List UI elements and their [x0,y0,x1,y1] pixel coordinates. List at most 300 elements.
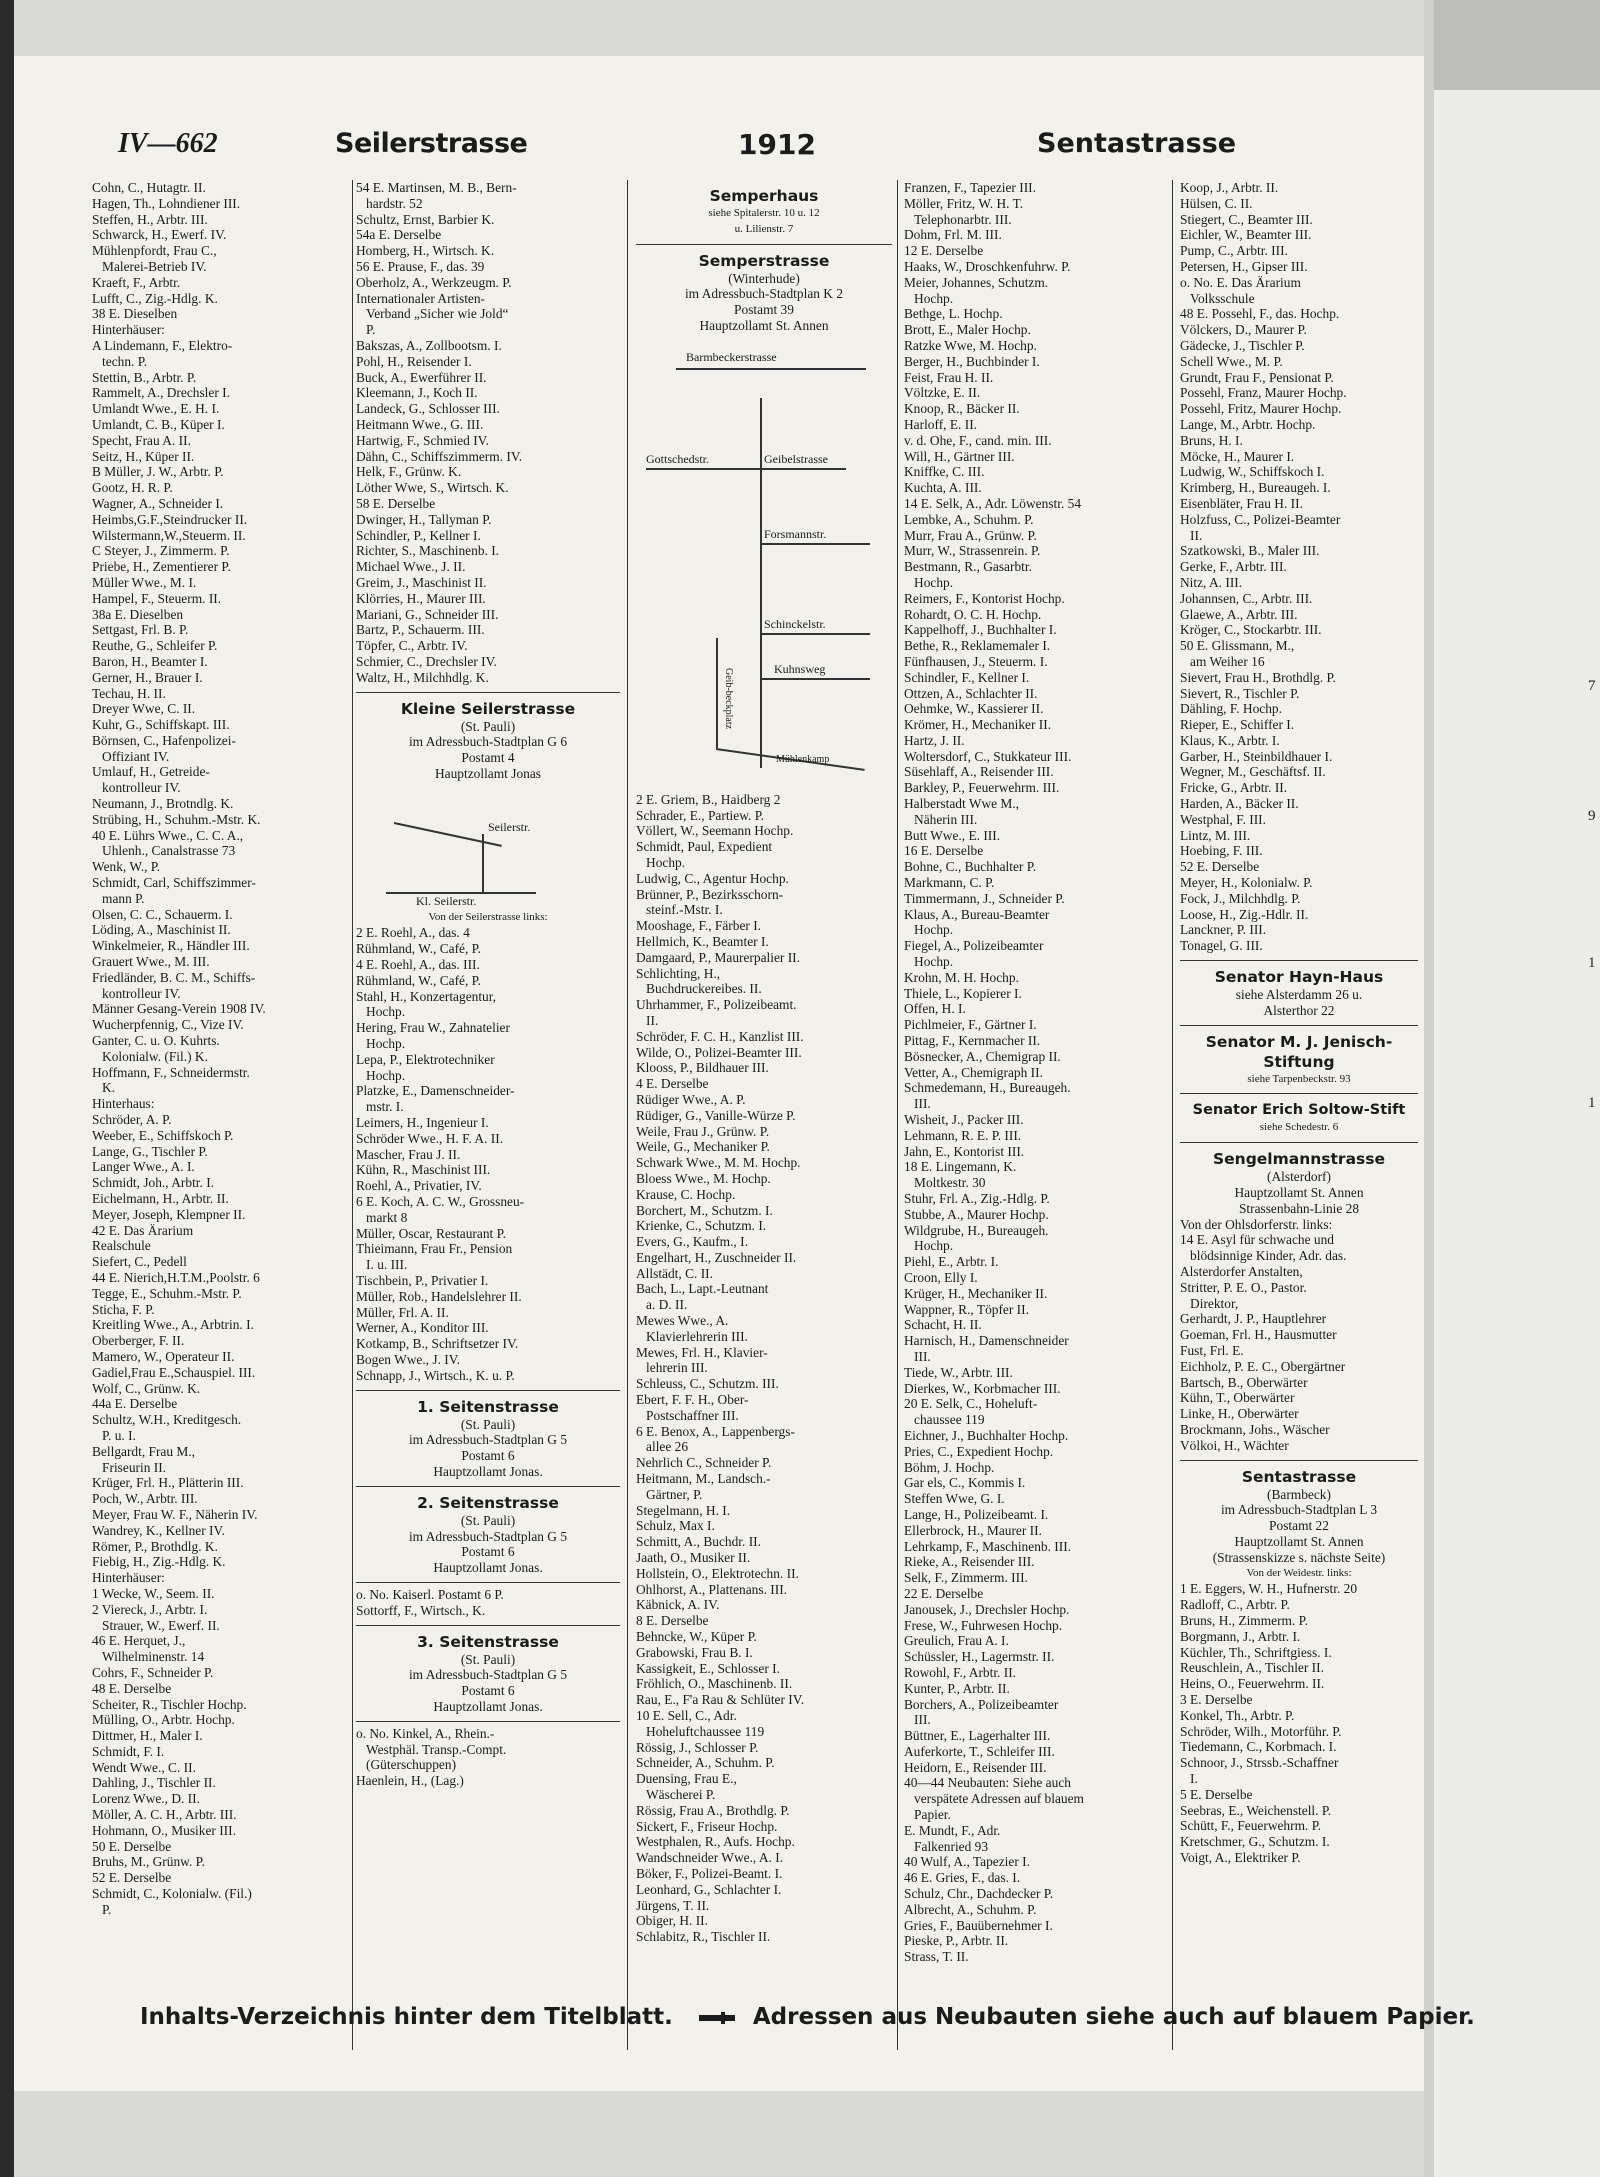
directory-line: Ganter, C. u. O. Kuhrts. [92,1033,220,1049]
directory-line: Wisheit, J., Packer III. [904,1112,1024,1128]
directory-line: Johannsen, C., Arbtr. III. [1180,590,1313,606]
directory-line: Sievert, R., Tischler P. [1180,685,1300,701]
directory-line: Olsen, C. C., Schauerm. I. [92,906,233,922]
directory-line: Haaks, W., Droschkenfuhrw. P. [904,258,1071,274]
map-road [760,543,870,545]
directory-line: Umlandt, C. B., Küper I. [92,416,225,432]
directory-line: Thieimann, Frau Fr., Pension [356,1241,513,1257]
directory-line: Hohmann, O., Musiker III. [92,1822,236,1838]
directory-line: Bartz, P., Schauerm. III. [356,622,485,638]
directory-line: Schleuss, C., Schutzm. III. [636,1376,779,1392]
directory-line: Rieper, E., Schiffer I. [1180,717,1295,733]
directory-line: Schnapp, J., Wirtsch., K. u. P. [356,1367,515,1383]
section-rule [1180,1093,1418,1094]
directory-line: Priebe, H., Zementierer P. [92,559,231,575]
directory-line: Gärtner, P. [636,1486,703,1502]
directory-line: Buck, A., Ewerführer II. [356,369,487,385]
directory-line: Bellgardt, Frau M., [92,1443,196,1459]
directory-line: Kleemann, J., Koch II. [356,385,478,401]
directory-line: Böhm, J. Hochp. [904,1459,995,1475]
directory-line: Stritter, P. E. O., Pastor. [1180,1279,1307,1295]
directory-line: Will, H., Gärtner III. [904,448,1015,464]
directory-line: Stiftung [1263,1052,1335,1071]
directory-line: Murr, Frau A., Grünw. P. [904,527,1037,543]
directory-line: Vetter, A., Chemigraph II. [904,1064,1043,1080]
directory-line: Harloff, E. II. [904,416,978,432]
directory-line: kontrolleur IV. [92,985,181,1001]
directory-line: Schulz, Max I. [636,1518,715,1534]
directory-line: Klaus, A., Bureau-Beamter [904,906,1050,922]
directory-line: Lintz, M. III. [1180,827,1251,843]
directory-line: Auferkorte, T., Schleifer III. [904,1743,1055,1759]
directory-line: Lehrkamp, F., Maschinenb. III. [904,1538,1072,1554]
map-road [760,398,762,768]
map-label: Forsmannstr. [764,526,827,541]
directory-line: Sottorff, F., Wirtsch., K. [356,1602,486,1618]
column-rule [352,180,353,2050]
section-rule [356,1582,620,1583]
directory-line: Schmier, C., Drechsler IV. [356,653,497,669]
directory-line: Baron, H., Beamter I. [92,653,208,669]
directory-line: Jahn, E., Kontorist III. [904,1143,1025,1159]
directory-line: Werner, A., Konditor III. [356,1320,489,1336]
column-rule [1172,180,1173,2050]
directory-line: Eichholz, P. E. C., Obergärtner [1180,1358,1346,1374]
seitenstrasse-3-entries [356,1726,620,1789]
directory-line: 46 E. Herquet, J., [92,1633,186,1649]
directory-line: Bethe, R., Reklamemaler I. [904,638,1051,654]
directory-line: Allstädt, C. II. [636,1265,713,1281]
directory-line: Schindler, F., Kellner I. [904,669,1030,685]
directory-line: Schröder Wwe., H. F. A. II. [356,1130,504,1146]
directory-line: I. [1180,1770,1198,1786]
directory-line: Möller, Fritz, W. H. T. [904,195,1024,211]
directory-line: B Müller, J. W., Arbtr. P. [92,464,224,480]
directory-line: Oberholz, A., Werkzeugm. P. [356,274,512,290]
directory-line: Rieke, A., Reisender III. [904,1554,1035,1570]
semperstrasse-title: Semperstrasse [698,251,830,270]
directory-line: kontrolleur IV. [92,780,181,796]
directory-line: Ottzen, A., Schlachter II. [904,685,1038,701]
directory-line: Rowohl, F., Arbtr. II. [904,1664,1017,1680]
directory-line: Schrader, E., Partiew. P. [636,807,765,823]
directory-line: Schnoor, J., Strssb.-Schaffner [1180,1755,1339,1771]
directory-line: Pittag, F., Kernmacher II. [904,1033,1041,1049]
directory-line: Seitz, H., Küper II. [92,448,195,464]
directory-line: Buchdruckereibes. II. [636,981,762,997]
directory-line: Hoffmann, F., Schneidermstr. [92,1064,250,1080]
directory-line: Fröhlich, O., Maschinenb. II. [636,1676,793,1692]
directory-line: Mamero, W., Operateur II. [92,1348,235,1364]
directory-line: Gar els, C., Kommis I. [904,1475,1026,1491]
directory-line: Halberstadt Wwe M., [904,796,1020,812]
directory-line: Nitz, A. III. [1180,574,1243,590]
directory-line: 14 E. Selk, A., Adr. Löwenstr. 54 [904,495,1082,511]
directory-line: Waltz, H., Milchhdlg. K. [356,669,489,685]
directory-line: III. [904,1348,931,1364]
directory-line: Schwarck, H., Ewerf. IV. [92,227,227,243]
directory-line: allee 26 [636,1439,689,1455]
directory-line: Hauptzollamt St. Annen [1234,1185,1364,1201]
directory-line: Pieske, P., Arbtr. II. [904,1933,1009,1949]
directory-line: Süsehlaff, A., Reisender III. [904,764,1054,780]
directory-line: 54a E. Derselbe [356,227,442,243]
directory-line: 5 E. Derselbe [1180,1786,1253,1802]
directory-line: siehe Alsterdamm 26 u. [1235,987,1363,1003]
directory-line: Fünfhausen, J., Steuerm. I. [904,653,1048,669]
directory-line: Thiele, L., Kopierer I. [904,985,1022,1001]
footer-index-note: Inhalts-Verzeichnis hinter dem Titelblatt. [140,2004,673,2030]
directory-line: Langer Wwe., A. I. [92,1159,195,1175]
directory-line: Hauptzollamt Jonas. [433,1463,543,1479]
directory-line: Landeck, G., Schlosser III. [356,401,500,417]
directory-line: Brockmann, Johs., Wäscher [1180,1421,1330,1437]
directory-line: Männer Gesang-Verein 1908 IV. [92,1001,266,1017]
directory-line: Damgaard, P., Maurerpalier II. [636,949,800,965]
semperhaus-title: Semperhaus [709,187,819,205]
directory-line: Linke, H., Oberwärter [1180,1406,1299,1422]
directory-line: 18 E. Lingemann, K. [904,1159,1017,1175]
sengelmannstrasse-info [1180,1169,1418,1216]
directory-line: Timmermann, J., Schneider P. [904,890,1065,906]
directory-line: 40—44 Neubauten: Siehe auch [904,1775,1071,1791]
directory-line: Schmidt, Joh., Arbtr. I. [92,1175,215,1191]
directory-line: K. [92,1080,116,1096]
directory-line: Umlandt Wwe., E. H. I. [92,401,220,417]
directory-line: Wucherpfennig, C., Vize IV. [92,1017,244,1033]
page-number: IV—662 [118,128,218,159]
directory-line: Meyer, H., Kolonialw. P. [1180,875,1313,891]
directory-line: Klörries, H., Maurer III. [356,590,486,606]
directory-line: Evers, G., Kaufm., I. [636,1234,748,1250]
directory-line: Techau, H. II. [92,685,166,701]
directory-line: Gerner, H., Brauer I. [92,669,203,685]
directory-line: Szatkowski, B., Maler III. [1180,543,1320,559]
directory-line: Fiebig, H., Zig.-Hdlg. K. [92,1554,226,1570]
edge-number: 1 [1588,955,1596,971]
directory-line: markt 8 [356,1209,408,1225]
directory-line: Hochp. [904,954,954,970]
directory-line: Selk, F., Zimmerm. III. [904,1570,1028,1586]
directory-line: Konkel, Th., Arbtr. P. [1180,1707,1295,1723]
directory-line: Tiede, W., Arbtr. III. [904,1364,1013,1380]
directory-line: 14 E. Asyl für schwache und [1180,1232,1334,1248]
directory-line: Ebert, F. F. H., Ober- [636,1392,749,1408]
directory-line: Moltkestr. 30 [904,1175,986,1191]
column-5 [1180,180,1418,2055]
directory-line: Winkelmeier, R., Händler III. [92,938,250,954]
directory-line: Direktor, [1180,1295,1239,1311]
directory-line: Hering, Frau W., Zahnatelier [356,1020,510,1036]
directory-line: Meyer, Frau W. F., Näherin IV. [92,1506,258,1522]
directory-line: Volksschule [1180,290,1255,306]
directory-line: Kuhr, G., Schiffskapt. III. [92,717,230,733]
directory-line: P. u. I. [92,1427,136,1443]
directory-line: Strass, T. II. [904,1949,969,1965]
directory-line: Schröder, F. C. H., Kanzlist III. [636,1028,804,1044]
directory-line: Hochp. [904,574,954,590]
directory-line: Offen, H. I. [904,1001,966,1017]
seitenstrasse-3-info [356,1652,620,1715]
directory-line: Ohlhorst, A., Plattenans. III. [636,1581,787,1597]
directory-line: Möcke, H., Maurer I. [1180,448,1295,464]
edge-number: 1 [1588,1095,1596,1111]
directory-line: III. [904,1096,931,1112]
directory-line: Hauptzollamt Jonas [435,765,541,781]
directory-line: Internationaler Artisten- [356,290,486,306]
map-road [676,368,866,370]
directory-line: chaussee 119 [904,1412,985,1428]
directory-line: Weile, Frau J., Grünw. P. [636,1123,770,1139]
directory-line: Michael Wwe., J. II. [356,559,466,575]
directory-line: (St. Pauli) [460,1651,516,1667]
directory-line: Westphäl. Transp.-Compt. [356,1741,507,1757]
directory-line: Wolf, C., Grünw. K. [92,1380,201,1396]
directory-line: (St. Pauli) [460,1512,516,1528]
kleine-seilerstrasse-info [356,719,620,782]
directory-line: Helk, F., Grünw. K. [356,464,462,480]
directory-line: Engelhart, H., Zuschneider II. [636,1249,797,1265]
directory-line: Schmidt, Carl, Schiffszimmer- [92,875,256,891]
senator-hayn-haus-title: Senator Hayn-Haus [1214,968,1384,987]
directory-line: 20 E. Selk, C., Hoheluft- [904,1396,1038,1412]
seitenstrasse-3-title: 3. Seitenstrasse [417,1632,559,1651]
sengelmannstrasse-entries [1180,1232,1418,1453]
directory-line: Borgmann, J., Arbtr. I. [1180,1628,1301,1644]
directory-line: Schmidt, F. I. [92,1743,165,1759]
scan-right-edge [1424,0,1600,2177]
directory-line: Dähn, C., Schiffszimmerm. IV. [356,448,523,464]
directory-line: Postamt 6 [461,1544,515,1560]
sentastrasse-direction: Von der Weidestr. links: [1246,1566,1352,1579]
directory-line: Westphalen, R., Aufs. Hochp. [636,1834,795,1850]
section-rule [356,1390,620,1391]
directory-line: 16 E. Derselbe [904,843,984,859]
directory-line: Postschaffner III. [636,1407,739,1423]
section-rule [636,244,892,245]
sengelmannstrasse-title: Sengelmannstrasse [1212,1150,1385,1169]
directory-line: Hochp. [904,290,954,306]
directory-line: Sickert, F., Friseur Hochp. [636,1818,778,1834]
directory-line: 8 E. Derselbe [636,1613,709,1629]
directory-line: Alsterdorfer Anstalten, [1180,1264,1303,1280]
semperhaus-info [636,206,892,238]
directory-line: Böker, F., Polizei-Beamt. I. [636,1865,783,1881]
directory-line: Müller, Frl. A. II. [356,1304,449,1320]
directory-line: Borchers, A., Polizeibeamter [904,1696,1059,1712]
edge-number: 9 [1588,808,1596,824]
directory-line: Gries, F., Bauübernehmer I. [904,1917,1053,1933]
directory-line: Cohn, C., Hutagtr. II. [92,180,206,195]
directory-line: Hagen, Th., Lohndiener III. [92,195,241,211]
directory-line: Stiegert, C., Beamter III. [1180,211,1313,227]
section-rule [356,692,620,693]
directory-line: Hülsen, C. II. [1180,195,1253,211]
directory-line: Heimbs,G.F.,Steindrucker II. [92,511,248,527]
directory-line: Rössig, Frau A., Brothdlg. P. [636,1802,790,1818]
directory-line: Croon, Elly I. [904,1269,978,1285]
directory-line: Schulz, Chr., Dachdecker P. [904,1886,1054,1902]
directory-line: Rüdiger Wwe., A. P. [636,1091,746,1107]
directory-line: Bakszas, A., Zollbootsm. I. [356,337,502,353]
directory-line: Schindler, P., Kellner I. [356,527,481,543]
directory-line: Grundt, Frau F., Pensionat P. [1180,369,1334,385]
directory-line: Barkley, P., Feuerwehrm. III. [904,780,1060,796]
map-label: Kuhnsweg [774,661,826,676]
directory-line: Settgast, Frl. B. P. [92,622,189,638]
directory-line: 42 E. Das Ärarium [92,1222,194,1238]
directory-line: 12 E. Derselbe [904,243,984,259]
directory-line: Kühn, T., Oberwärter [1180,1390,1295,1406]
directory-line: Schell Wwe., M. P. [1180,353,1283,369]
directory-line: Dierkes, W., Korbmacher III. [904,1380,1061,1396]
directory-line: Postamt 6 [461,1683,515,1699]
directory-line: Bethge, L. Hochp. [904,306,1003,322]
directory-line: Postamt 22 [1269,1518,1329,1534]
directory-line: 54 E. Martinsen, M. B., Bern- [356,180,517,195]
directory-line: Harden, A., Bäcker II. [1180,796,1299,812]
directory-line: II. [1180,527,1203,543]
directory-line: Hollstein, O., Elektrotechn. II. [636,1565,799,1581]
directory-line: C Steyer, J., Zimmerm. P. [92,543,230,559]
directory-line: hardstr. 52 [356,195,423,211]
directory-line: Kretschmer, G., Schutzm. I. [1180,1834,1330,1850]
directory-line: Butt Wwe., E. III. [904,827,1001,843]
directory-line: Heidorn, E., Reisender III. [904,1759,1047,1775]
sentastrasse-entries [1180,1581,1418,1865]
directory-line: Reimers, F., Kontorist Hochp. [904,590,1065,606]
directory-line: Platzke, E., Damenschneider- [356,1083,515,1099]
directory-line: Rühmland, W., Café, P. [356,972,481,988]
directory-line: Wappner, R., Töpfer II. [904,1301,1029,1317]
directory-line: o. No. Kaiserl. Postamt 6 P. [356,1586,504,1602]
directory-line: Stegelmann, H. I. [636,1502,731,1518]
directory-line: Siefert, C., Pedell [92,1254,187,1270]
semperstrasse-info [636,271,892,334]
directory-line: techn. P. [92,353,148,369]
directory-line: 38 E. Dieselben [92,306,178,322]
directory-line: P. [92,1901,112,1917]
directory-line: Schwark Wwe., M. M. Hochp. [636,1155,801,1171]
directory-line: Murr, W., Strassenrein. P. [904,543,1041,559]
directory-line: Bach, L., Lapt.-Leutnant [636,1281,769,1297]
directory-line: 48 E. Possehl, F., das. Hochp. [1180,306,1340,322]
directory-line: Fust, Frl. E. [1180,1343,1244,1358]
section-rule [1180,960,1418,961]
directory-line: Kotkamp, B., Schriftsetzer IV. [356,1336,519,1352]
directory-line: Krohn, M. H. Hochp. [904,969,1019,985]
directory-line: Possehl, Franz, Maurer Hochp. [1180,385,1347,401]
column-rule [627,180,628,2050]
map-label: Geib-beckplatz [722,667,734,729]
map-label: Kl. Seilerstr. [416,893,477,908]
directory-line: Ludwig, W., Schiffskoch I. [1180,464,1325,480]
seitenstrasse-2-title: 2. Seitenstrasse [417,1493,559,1512]
directory-line: Eisenbläter, Frau H. II. [1180,495,1303,511]
directory-line: Bloess Wwe., M. Hochp. [636,1170,771,1186]
directory-line: Berger, H., Buchbinder I. [904,353,1040,369]
directory-line: Kühn, R., Maschinist III. [356,1162,491,1178]
scan-right-edge-shadow [1424,0,1600,90]
directory-line: Eichelmann, H., Arbtr. II. [92,1191,229,1206]
directory-line: Käbnick, A. IV. [636,1597,720,1613]
directory-line: Meyer, Joseph, Klempner II. [92,1206,246,1222]
directory-line: Mooshage, F., Färber I. [636,918,762,934]
kleine-seilerstrasse-sketch [356,786,620,906]
directory-line: Bogen Wwe., J. IV. [356,1352,461,1367]
directory-line: Krömer, H., Mechaniker II. [904,717,1052,733]
directory-line: Hauptzollamt St. Annen [699,317,829,333]
directory-line: Friseurin II. [92,1459,167,1475]
directory-line: Mariani, G., Schneider III. [356,606,499,622]
directory-line: Kniffke, C. III. [904,464,985,480]
seilerstrasse-entries [356,180,620,686]
directory-line: Wenk, W., P. [92,859,161,875]
directory-line: Schütt, F., Feuerwehrm. P. [1180,1818,1322,1834]
directory-line: Gädecke, J., Tischler P. [1180,337,1305,353]
directory-line: Greulich, Frau A. I. [904,1633,1009,1649]
column-1 [92,180,348,2055]
directory-line: 6 E. Koch, A. C. W., Grossneu- [356,1194,525,1210]
edge-number: 7 [1588,678,1596,694]
directory-line: Müller, Rob., Handelslehrer II. [356,1288,522,1304]
directory-line: Kolonialw. (Fil.) K. [92,1048,208,1064]
map-label: Seilerstr. [488,819,531,834]
directory-line: Hampel, F., Steuerm. II. [92,590,222,606]
directory-line: Hauptzollamt Jonas. [433,1560,543,1576]
directory-line: Frese, W., Fuhrwesen Hochp. [904,1617,1063,1633]
directory-line: 3 E. Derselbe [1180,1691,1253,1707]
directory-line: Klooss, P., Bildhauer III. [636,1060,769,1076]
directory-line: Rössig, J., Schlosser P. [636,1739,759,1755]
directory-line: Glaewe, A., Arbtr. III. [1180,606,1298,622]
directory-line: Lepa, P., Elektrotechniker [356,1051,495,1067]
directory-line: im Adressbuch-Stadtplan L 3 [1220,1502,1378,1518]
directory-line: Holzfuss, C., Polizei-Beamter [1180,511,1341,527]
directory-line: Römer, P., Brothdlg. K. [92,1538,218,1554]
running-head-left: Seilerstrasse [335,128,528,159]
directory-line: (St. Pauli) [460,1416,516,1432]
map-label: Geibelstrasse [764,451,828,466]
directory-line: Fock, J., Milchhdlg. P. [1180,890,1301,906]
directory-line: Uhrhammer, F., Polizeibeamt. [636,997,797,1013]
directory-line: 58 E. Derselbe [356,495,436,511]
directory-line: im Adressbuch-Stadtplan G 5 [408,1432,568,1448]
directory-line: 10 E. Sell, C., Adr. [636,1708,737,1723]
directory-line: verspätete Adressen auf blauem [904,1791,1084,1807]
directory-line: 48 E. Derselbe [92,1680,172,1696]
directory-line: 6 E. Benox, A., Lappenbergs- [636,1423,795,1439]
directory-line: Harnisch, H., Damenschneider [904,1333,1069,1349]
directory-line: Hochp. [904,922,954,938]
directory-line: Wilhelminenstr. 14 [92,1649,205,1665]
section-rule [1180,1460,1418,1461]
directory-line: a. D. II. [636,1297,688,1313]
map-label: Schinckelstr. [764,616,826,631]
directory-line: Lufft, C., Zig.-Hdlg. K. [92,290,218,306]
seitenstrasse-1-title: 1. Seitenstrasse [417,1397,559,1416]
directory-line: Kuchta, A. III. [904,480,982,496]
directory-line: Bohne, C., Buchhalter P. [904,859,1037,875]
directory-line: Ellerbrock, H., Maurer II. [904,1522,1042,1538]
directory-line: Pichlmeier, F., Gärtner I. [904,1017,1037,1033]
column-rule [897,180,898,2050]
directory-line: Krienke, C., Schutzm. I. [636,1218,767,1234]
directory-line: Papier. [904,1807,951,1823]
kleine-seilerstrasse-entries [356,925,620,1383]
directory-line: Lehmann, R. E. P. III. [904,1127,1022,1143]
directory-line: mstr. I. [356,1099,404,1115]
